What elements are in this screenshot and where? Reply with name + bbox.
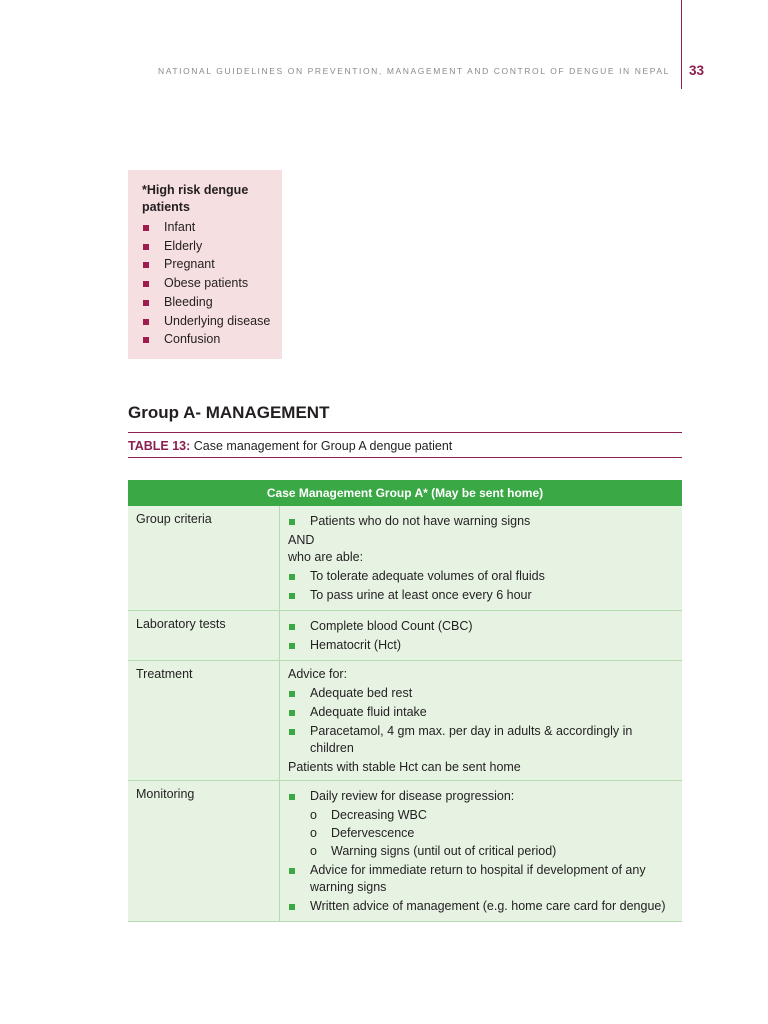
sub-list-item: o Defervescence: [310, 826, 415, 840]
table-header: Case Management Group A* (May be sent home): [128, 480, 682, 506]
risk-list: [142, 218, 272, 349]
sub-list-item: o Decreasing WBC: [310, 808, 427, 822]
list-item: Paracetamol, 4 gm max. per day in adults & accordingly in children: [288, 723, 674, 757]
list-item: Hematocrit (Hct): [288, 637, 674, 654]
table-caption-label: TABLE 13:: [128, 439, 191, 453]
header-rule: [681, 0, 682, 89]
sub-bullet-icon: o: [310, 844, 317, 858]
bullet-square-icon: [289, 593, 295, 599]
bullet-square-icon: [289, 574, 295, 580]
bullet-square-icon: [143, 262, 149, 268]
bullet-square-icon: [289, 710, 295, 716]
list-item: Advice for immediate return to hospital if development of any warning signs: [288, 862, 674, 896]
row-content: [280, 781, 683, 922]
section-heading: Group A- MANAGEMENT: [128, 403, 330, 422]
row-content: [280, 506, 683, 611]
bullet-square-icon: [143, 319, 149, 325]
bullet-square-icon: [289, 643, 295, 649]
bullet-square-icon: [289, 868, 295, 874]
row-content: [280, 611, 683, 661]
list-item: Patients who do not have warning signs: [288, 513, 674, 530]
bullet-square-icon: [143, 244, 149, 250]
risk-item: Elderly: [142, 237, 272, 256]
table-row: [128, 506, 682, 611]
table-caption-bar: [128, 432, 682, 458]
risk-item: Infant: [142, 218, 272, 237]
bullet-square-icon: [289, 904, 295, 910]
sub-bullet-icon: o: [310, 808, 317, 822]
list-item: Complete blood Count (CBC): [288, 618, 674, 635]
page-number: 33: [689, 63, 705, 78]
risk-box-title: *High risk dengue patients: [142, 183, 249, 214]
bullet-square-icon: [143, 225, 149, 231]
high-risk-box: [128, 170, 282, 359]
bullet-square-icon: [289, 794, 295, 800]
bullet-square-icon: [289, 624, 295, 630]
list-item: To pass urine at least once every 6 hour: [288, 587, 674, 604]
risk-item: Underlying disease: [142, 312, 272, 331]
table-header-row: [128, 480, 682, 506]
table-row: [128, 661, 682, 781]
sub-bullet-icon: o: [310, 826, 317, 840]
list-item: Adequate bed rest: [288, 685, 674, 702]
list-item: Daily review for disease progression:: [288, 788, 674, 805]
table-row: [128, 611, 682, 661]
list-item: To tolerate adequate volumes of oral fluids: [288, 568, 674, 585]
row-label: Laboratory tests: [128, 611, 280, 661]
bullet-square-icon: [289, 691, 295, 697]
running-header: NATIONAL GUIDELINES ON PREVENTION, MANAGEMENT AND CONTROL OF DENGUE IN NEPAL: [157, 66, 670, 76]
sub-list-item: o Warning signs (until out of critical period): [310, 844, 557, 858]
table-caption: [128, 439, 452, 453]
text-line: who are able:: [288, 550, 364, 564]
bullet-square-icon: [143, 337, 149, 343]
risk-item: Pregnant: [142, 255, 272, 274]
table-caption-text: Case management for Group A dengue patient: [190, 439, 453, 453]
bullet-square-icon: [289, 729, 295, 735]
row-label: Group criteria: [128, 506, 280, 611]
row-label: Monitoring: [128, 781, 280, 922]
risk-item: Confusion: [142, 330, 272, 349]
bullet-square-icon: [289, 519, 295, 525]
text-line: Advice for:: [288, 667, 348, 681]
row-content: [280, 661, 683, 781]
bullet-square-icon: [143, 281, 149, 287]
row-label: Treatment: [128, 661, 280, 781]
table-row: [128, 781, 682, 922]
list-item: Written advice of management (e.g. home care card for dengue): [288, 898, 674, 915]
management-table: [128, 480, 682, 922]
text-line: AND: [288, 533, 315, 547]
risk-item: Bleeding: [142, 293, 272, 312]
risk-item: Obese patients: [142, 274, 272, 293]
text-line: Patients with stable Hct can be sent home: [288, 760, 521, 774]
list-item: Adequate fluid intake: [288, 704, 674, 721]
bullet-square-icon: [143, 300, 149, 306]
